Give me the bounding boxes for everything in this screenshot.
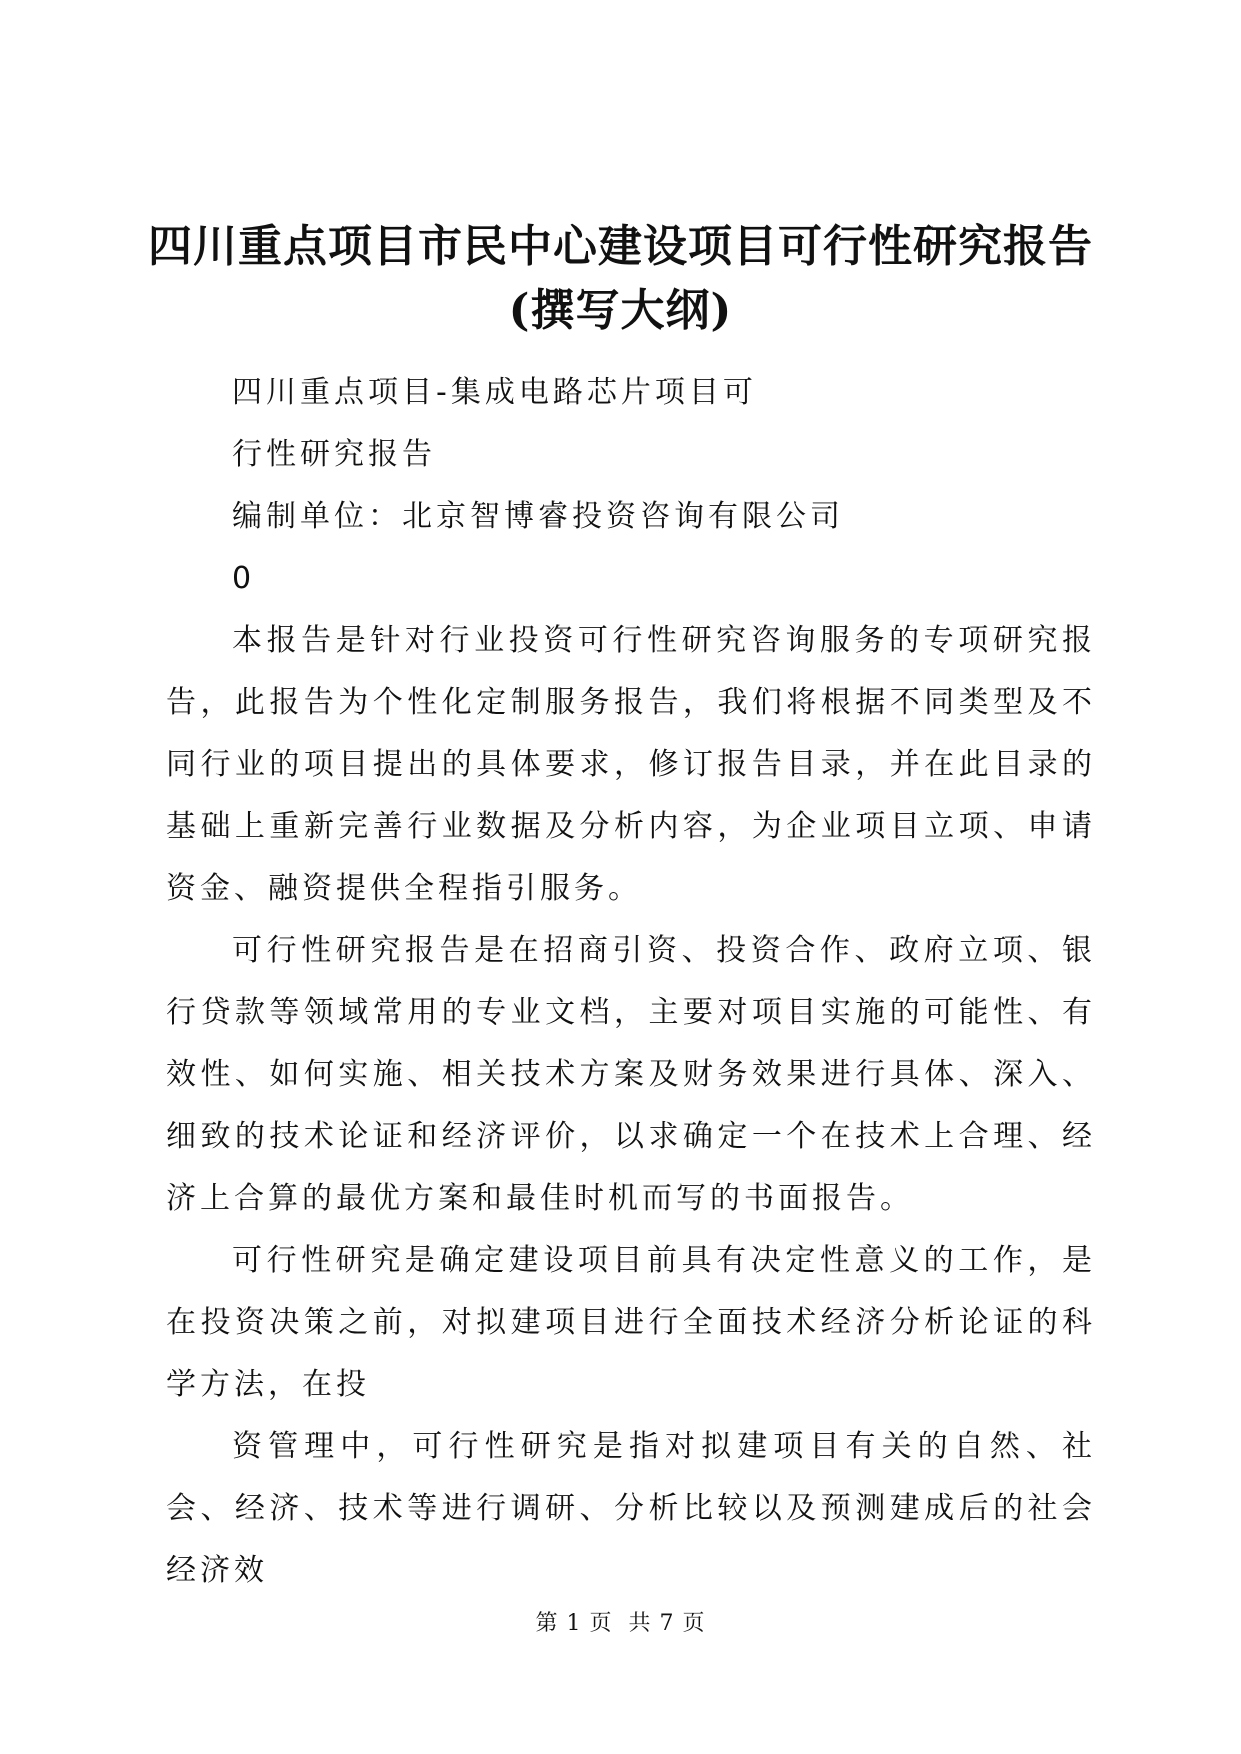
number-line: 0 [232, 561, 256, 596]
author-line: 编制单位：北京智博睿投资咨询有限公司 [232, 499, 844, 534]
document-body [166, 362, 1096, 1602]
paragraph-intro: 本报告是针对行业投资可行性研究咨询服务的专项研究报告，此报告为个性化定制服务报告，我们将根据不同类型及不同行业的项目提出的具体要求，修订报告目录，并在此目录的基础上重新完善行业数据及分析内容，为企业项目立项、申请资金、融资提供全程指引服务。 [166, 623, 1096, 906]
subtitle-line-2: 行性研究报告 [232, 437, 436, 472]
page-footer [0, 1606, 1241, 1637]
paragraph-definition: 可行性研究报告是在招商引资、投资合作、政府立项、银行贷款等领域常用的专业文档，主要对项目实施的可能性、有效性、如何实施、相关技术方案及财务效果进行具体、深入、细致的技术论证和经济评价，以求确定一个在技术上合理、经济上合算的最优方案和最佳时机而写的书面报告。 [166, 933, 1096, 1216]
subtitle-line-1: 四川重点项目-集成电路芯片项目可 [232, 375, 757, 410]
paragraph-management: 资管理中，可行性研究是指对拟建项目有关的自然、社会、经济、技术等进行调研、分析比较以及预测建成后的社会经济效 [166, 1429, 1096, 1588]
page-total: 共 7 页 [628, 1611, 706, 1636]
paragraph-feasibility: 可行性研究是确定建设项目前具有决定性意义的工作，是在投资决策之前，对拟建项目进行全面技术经济分析论证的科学方法，在投 [166, 1243, 1096, 1402]
page-number: 第 1 页 [535, 1611, 613, 1636]
document-title: 四川重点项目市民中心建设项目可行性研究报告(撰写大纲) [148, 221, 1093, 336]
